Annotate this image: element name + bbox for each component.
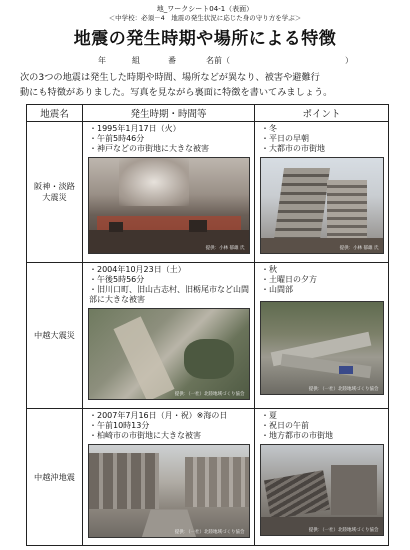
list-item: ・祝日の午前 (261, 421, 309, 430)
list-item: ・平日の早朝 (261, 134, 309, 143)
points-cell (255, 409, 389, 546)
photo-credit: 提供：（一社）北陸地域づくり協会 (308, 387, 379, 392)
timing-list (83, 263, 254, 305)
list-item: ・神戸などの市街地に大きな被害 (89, 144, 209, 153)
points-cell (255, 122, 389, 263)
points-list (255, 263, 388, 295)
earthquake-name (27, 122, 83, 263)
timing-cell (83, 409, 255, 546)
earthquake-name-line: 大震災 (42, 192, 67, 202)
list-item: ・午前5時46分 (89, 134, 145, 143)
table-row (27, 122, 389, 263)
page-title: 地震の発生時期や場所による特徴 (73, 29, 337, 49)
earthquake-name (27, 409, 83, 546)
earthquake-table (26, 104, 389, 546)
student-info-line (0, 55, 410, 67)
intro-line: 次の3つの地震は発生した時期や時間、場所などが異なり、被害や避難行 (20, 72, 320, 83)
list-item: ・冬 (261, 124, 277, 133)
table-row (27, 263, 389, 409)
timing-list (83, 409, 254, 441)
earthquake-name-line: 中越沖地震 (34, 471, 75, 482)
timing-cell (83, 122, 255, 263)
list-item: ・旧川口町、旧山古志村、旧栃尾市など山間部に大きな被害 (89, 285, 249, 304)
name-close: ） (345, 56, 353, 65)
list-item: ・1995年1月17日（火） (89, 124, 181, 133)
photo-credit: 提供：小林 郁雄 氏 (205, 246, 245, 251)
list-item: ・山間部 (261, 285, 293, 294)
photo-kobe-fire (88, 157, 250, 254)
photo-damaged-road (260, 301, 384, 395)
list-item: ・2007年7月16日（月・祝）※海の日 (89, 411, 228, 420)
photo-credit: 提供：（一社）北陸地域づくり協会 (308, 528, 379, 533)
photo-credit: 提供：小林 郁雄 氏 (339, 246, 379, 251)
points-cell (255, 263, 389, 409)
worksheet-subtitle: ＜中学校：必須－4 地震の発生状況に応じた身の守り方を学ぶ＞ (108, 14, 302, 22)
list-item: ・大都市の市街地 (261, 144, 325, 153)
earthquake-name-line: 阪神・淡路 (34, 181, 75, 191)
intro-text (20, 70, 392, 100)
timing-cell (83, 263, 255, 409)
list-item: ・柏崎市の市街地に大きな被害 (89, 431, 201, 440)
table-row (27, 409, 389, 546)
list-item: ・土曜日の夕方 (261, 275, 317, 284)
header-earthquake-name: 地震名 (27, 105, 83, 122)
list-item: ・地方都市の市街地 (261, 431, 333, 440)
table-header-row (27, 105, 389, 122)
intro-line: 動にも特徴がありました。写真を見ながら裏面に特徴を書いてみましょう。 (20, 87, 333, 98)
list-item: ・秋 (261, 265, 277, 274)
list-item: ・午前10時13分 (89, 421, 150, 430)
timing-list (83, 122, 254, 154)
worksheet-id: 地_ワークシート04-1（表面） (156, 5, 254, 13)
year-label: 年 (98, 56, 106, 65)
list-item: ・2004年10月23日（土） (89, 265, 186, 274)
list-item: ・午後5時56分 (89, 275, 145, 284)
header-timing: 発生時期・時間等 (83, 105, 255, 122)
photo-shopping-street (88, 444, 250, 538)
photo-landslide (88, 308, 250, 400)
number-label: 番 (168, 56, 176, 65)
list-item: ・夏 (261, 411, 277, 420)
photo-collapsed-building (260, 157, 384, 254)
points-list (255, 122, 388, 154)
earthquake-name-line: 中越大震災 (34, 330, 75, 340)
class-label: 組 (132, 56, 140, 65)
header-points: ポイント (255, 105, 389, 122)
photo-credit: 提供：（一社）北陸地域づくり協会 (174, 392, 245, 397)
photo-collapsed-houses (260, 444, 384, 536)
name-label: 名前（ (206, 56, 230, 65)
photo-credit: 提供：（一社）北陸地域づくり協会 (174, 530, 245, 535)
points-list (255, 409, 388, 441)
earthquake-name (27, 263, 83, 409)
